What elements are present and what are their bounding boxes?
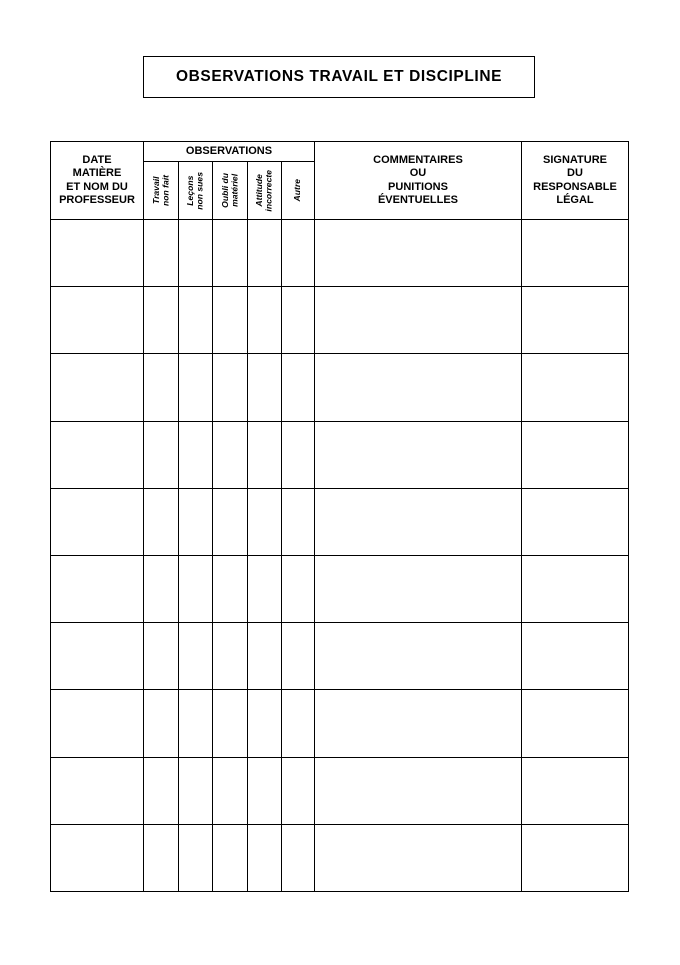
date-cell <box>51 488 144 555</box>
header-improper-attitude <box>248 162 282 220</box>
header-comments: COMMENTAIRES OU PUNITIONS ÉVENTUELLES <box>315 142 522 220</box>
comments-cell <box>315 220 522 287</box>
lessons-not-learned-cell <box>179 757 213 824</box>
table-row <box>51 623 629 690</box>
improper-attitude-cell <box>248 757 282 824</box>
work-not-done-cell <box>144 354 179 421</box>
comments-cell <box>315 287 522 354</box>
signature-cell <box>522 488 629 555</box>
other-cell <box>282 824 315 891</box>
table-row <box>51 488 629 555</box>
comments-cell <box>315 354 522 421</box>
header-forgotten-material <box>213 162 248 220</box>
improper-attitude-cell <box>248 623 282 690</box>
table-row <box>51 421 629 488</box>
signature-cell <box>522 421 629 488</box>
header-work-not-done <box>144 162 179 220</box>
table-row <box>51 824 629 891</box>
improper-attitude-cell <box>248 824 282 891</box>
other-cell <box>282 623 315 690</box>
table-body <box>51 220 629 892</box>
header-improper-attitude-label: Attitude incorrecte <box>254 169 274 212</box>
improper-attitude-cell <box>248 421 282 488</box>
date-cell <box>51 555 144 622</box>
comments-cell <box>315 690 522 757</box>
lessons-not-learned-cell <box>179 488 213 555</box>
forgotten-material-cell <box>213 287 248 354</box>
other-cell <box>282 421 315 488</box>
other-cell <box>282 488 315 555</box>
forgotten-material-cell <box>213 757 248 824</box>
improper-attitude-cell <box>248 220 282 287</box>
work-not-done-cell <box>144 690 179 757</box>
work-not-done-cell <box>144 623 179 690</box>
header-observations: OBSERVATIONS <box>144 142 315 162</box>
header-signature: SIGNATURE DU RESPONSABLE LÉGAL <box>522 142 629 220</box>
header-other <box>282 162 315 220</box>
header-forgotten-material-label: Oubli du matériel <box>219 173 239 208</box>
signature-cell <box>522 555 629 622</box>
date-cell <box>51 421 144 488</box>
work-not-done-cell <box>144 757 179 824</box>
header-lessons-not-learned <box>179 162 213 220</box>
signature-cell <box>522 220 629 287</box>
signature-cell <box>522 757 629 824</box>
lessons-not-learned-cell <box>179 421 213 488</box>
work-not-done-cell <box>144 488 179 555</box>
forgotten-material-cell <box>213 824 248 891</box>
other-cell <box>282 354 315 421</box>
comments-cell <box>315 555 522 622</box>
improper-attitude-cell <box>248 488 282 555</box>
date-cell <box>51 287 144 354</box>
lessons-not-learned-cell <box>179 824 213 891</box>
comments-cell <box>315 623 522 690</box>
page-title: OBSERVATIONS TRAVAIL ET DISCIPLINE <box>143 56 535 98</box>
header-other-label: Autre <box>292 179 303 202</box>
date-cell <box>51 220 144 287</box>
signature-cell <box>522 690 629 757</box>
work-not-done-cell <box>144 824 179 891</box>
lessons-not-learned-cell <box>179 623 213 690</box>
forgotten-material-cell <box>213 354 248 421</box>
work-not-done-cell <box>144 421 179 488</box>
header-work-not-done-label: Travail non fait <box>150 174 170 207</box>
forgotten-material-cell <box>213 690 248 757</box>
other-cell <box>282 555 315 622</box>
improper-attitude-cell <box>248 354 282 421</box>
lessons-not-learned-cell <box>179 287 213 354</box>
lessons-not-learned-cell <box>179 220 213 287</box>
lessons-not-learned-cell <box>179 354 213 421</box>
lessons-not-learned-cell <box>179 555 213 622</box>
table-row <box>51 555 629 622</box>
work-not-done-cell <box>144 220 179 287</box>
forgotten-material-cell <box>213 488 248 555</box>
header-lessons-not-learned-label: Leçons non sues <box>185 171 205 210</box>
date-cell <box>51 623 144 690</box>
signature-cell <box>522 354 629 421</box>
other-cell <box>282 287 315 354</box>
comments-cell <box>315 757 522 824</box>
comments-cell <box>315 488 522 555</box>
date-cell <box>51 824 144 891</box>
signature-cell <box>522 623 629 690</box>
signature-cell <box>522 287 629 354</box>
table-row <box>51 287 629 354</box>
comments-cell <box>315 421 522 488</box>
date-cell <box>51 757 144 824</box>
forgotten-material-cell <box>213 555 248 622</box>
observations-table <box>50 141 629 892</box>
other-cell <box>282 220 315 287</box>
improper-attitude-cell <box>248 287 282 354</box>
forgotten-material-cell <box>213 220 248 287</box>
improper-attitude-cell <box>248 555 282 622</box>
other-cell <box>282 690 315 757</box>
date-cell <box>51 690 144 757</box>
table-row <box>51 220 629 287</box>
table-row <box>51 354 629 421</box>
lessons-not-learned-cell <box>179 690 213 757</box>
header-date-subject-teacher: DATE MATIÈRE ET NOM DU PROFESSEUR <box>51 142 144 220</box>
work-not-done-cell <box>144 287 179 354</box>
date-cell <box>51 354 144 421</box>
signature-cell <box>522 824 629 891</box>
work-not-done-cell <box>144 555 179 622</box>
forgotten-material-cell <box>213 421 248 488</box>
table-row <box>51 690 629 757</box>
forgotten-material-cell <box>213 623 248 690</box>
improper-attitude-cell <box>248 690 282 757</box>
comments-cell <box>315 824 522 891</box>
table-row <box>51 757 629 824</box>
other-cell <box>282 757 315 824</box>
